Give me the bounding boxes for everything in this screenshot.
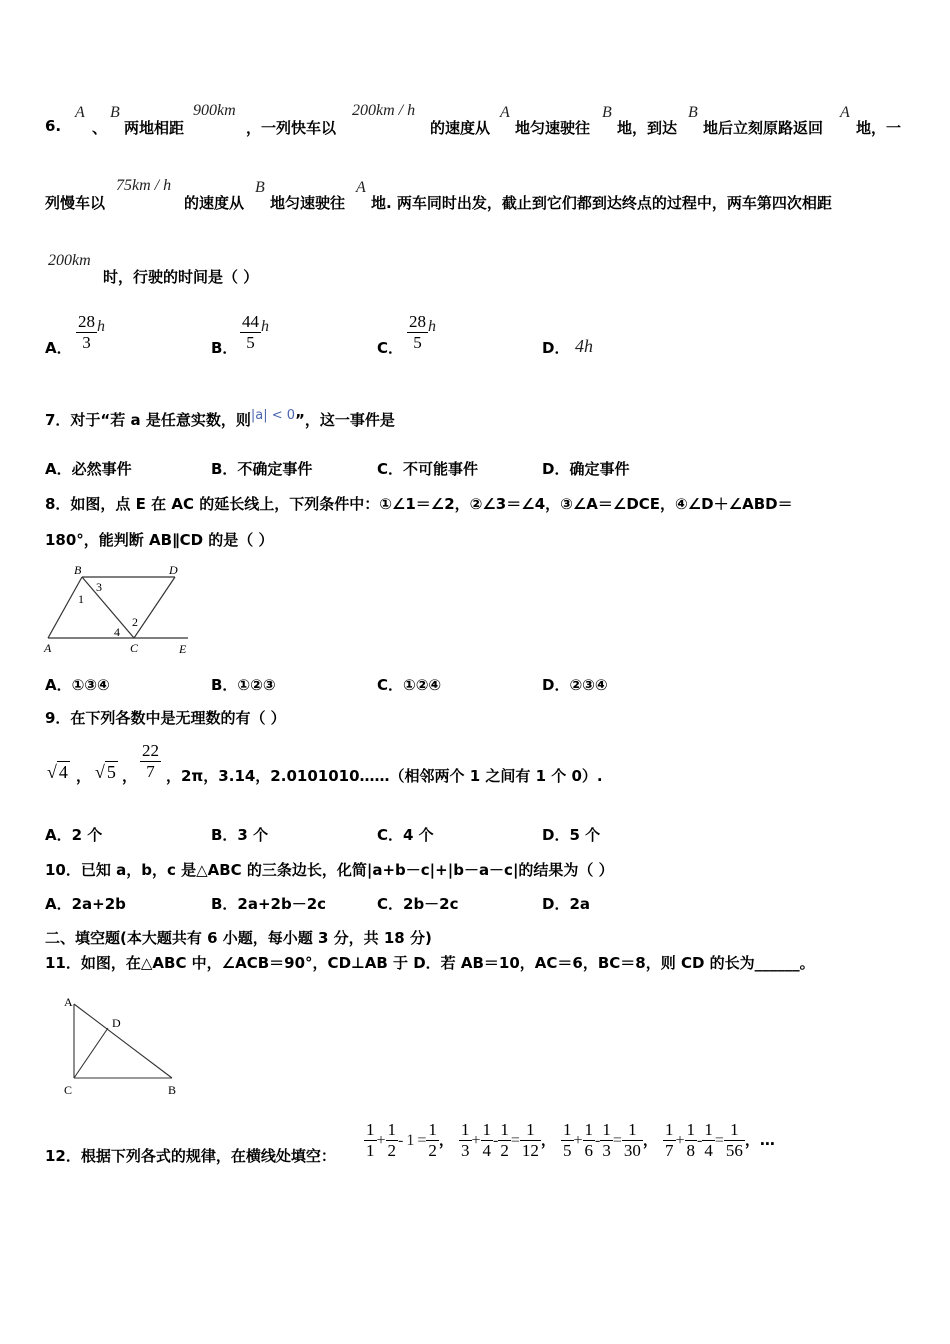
label-c: C bbox=[64, 1083, 73, 1097]
denominator: 2 bbox=[428, 1141, 437, 1160]
unit: h bbox=[97, 318, 105, 335]
q9-option-b: B．3 个 bbox=[211, 826, 269, 844]
label-angle-4: 4 bbox=[114, 625, 120, 639]
q7-text-a: 7．对于“若 a 是任意实数，则 bbox=[45, 411, 251, 429]
q12-t2-result bbox=[520, 1120, 541, 1161]
label-e: E bbox=[179, 642, 187, 656]
integer-one: 1 bbox=[406, 1132, 415, 1149]
plus-sign: + bbox=[675, 1132, 685, 1149]
denominator: 1 bbox=[366, 1141, 375, 1160]
q6-slow-speed: 75km / h bbox=[116, 177, 172, 194]
numerator: 1 bbox=[602, 1120, 611, 1139]
q12-t3-frac-1 bbox=[561, 1120, 574, 1161]
q9-sqrt-4: √ 4 bbox=[47, 762, 68, 782]
q6-text-9: 的速度从 bbox=[184, 194, 245, 212]
q7-option-a: A．必然事件 bbox=[45, 460, 132, 478]
q7-option-c: C．不可能事件 bbox=[377, 460, 479, 478]
numerator: 1 bbox=[665, 1120, 674, 1139]
fraction-numerator: 44 bbox=[242, 312, 259, 331]
q10-stem: 10．已知 a，b，c 是△ABC 的三条边长，化简|a+b－c|+|b－a－c|的结果为（ ） bbox=[45, 861, 614, 879]
q6-point-b: B bbox=[110, 104, 120, 121]
denominator: 2 bbox=[500, 1141, 509, 1160]
denominator: 4 bbox=[704, 1141, 713, 1160]
denominator: 8 bbox=[686, 1141, 696, 1160]
denominator: 5 bbox=[563, 1141, 572, 1160]
q9-option-d: D．5 个 bbox=[542, 826, 601, 844]
q8-line-1: 8．如图，点 E 在 AC 的延长线上，下列条件中：①∠1＝∠2，②∠3＝∠4，③∠A＝∠DCE，④∠D＋∠ABD＝ bbox=[45, 495, 793, 513]
q11-figure bbox=[58, 990, 188, 1100]
label-angle-1: 1 bbox=[78, 592, 84, 606]
q6-text-6: 地后立刻原路返回 bbox=[703, 119, 824, 137]
q6-text-2: ，一列快车以 bbox=[246, 119, 337, 137]
q12-stem: 12．根据下列各式的规律，在横线处填空： bbox=[45, 1147, 336, 1165]
q6-point-a-2: A bbox=[500, 104, 510, 121]
q9-sqrt-5: √ 5 bbox=[95, 762, 116, 782]
q6-option-a-label: A． bbox=[45, 339, 72, 357]
numerator: 1 bbox=[622, 1120, 643, 1141]
q12-t4-frac-2 bbox=[685, 1120, 698, 1161]
q8-option-b: B．①②③ bbox=[211, 676, 276, 694]
q9-rest: ，2π，3.14，2.0101010……（相邻两个 1 之间有 1 个 0）. bbox=[166, 767, 603, 785]
q10-option-c: C．2b－2c bbox=[377, 895, 459, 913]
minus-sign: - bbox=[493, 1132, 499, 1149]
q8-figure bbox=[40, 560, 200, 660]
q6-point-a-4: A bbox=[356, 179, 366, 196]
q6-option-c-label: C． bbox=[377, 339, 404, 357]
denominator: 4 bbox=[482, 1141, 492, 1160]
denominator: 2 bbox=[387, 1141, 397, 1160]
q9-option-c: C．4 个 bbox=[377, 826, 434, 844]
numerator: 1 bbox=[482, 1120, 492, 1139]
fraction-denominator: 5 bbox=[246, 333, 255, 352]
equals-sign: = bbox=[417, 1132, 427, 1149]
equals-sign: = bbox=[510, 1132, 520, 1149]
q7-stem bbox=[45, 408, 395, 430]
numerator: 1 bbox=[428, 1120, 437, 1139]
q9-fraction bbox=[140, 741, 161, 782]
denominator: 6 bbox=[584, 1141, 594, 1160]
separator: ， bbox=[642, 1131, 658, 1149]
q9-option-a: A．2 个 bbox=[45, 826, 103, 844]
q6-gap-distance: 200km bbox=[48, 252, 91, 269]
separator: ， bbox=[438, 1131, 454, 1149]
minus-sign: - bbox=[595, 1132, 601, 1149]
fraction-numerator: 22 bbox=[142, 741, 159, 760]
denominator: 3 bbox=[461, 1141, 470, 1160]
q8-option-c: C．①②④ bbox=[377, 676, 442, 694]
q6-text-4: 地匀速驶往 bbox=[515, 119, 591, 137]
q7-text-b: ”，这一事件是 bbox=[295, 411, 395, 429]
minus-sign: - bbox=[398, 1132, 404, 1149]
q6-point-b-2: B bbox=[602, 104, 612, 121]
equals-sign: = bbox=[714, 1132, 724, 1149]
q6-separator: 、 bbox=[92, 119, 108, 137]
numerator: 1 bbox=[686, 1120, 696, 1139]
plus-sign: + bbox=[376, 1132, 386, 1149]
numerator: 1 bbox=[704, 1120, 713, 1139]
q12-t3-frac-2 bbox=[583, 1120, 596, 1161]
unit: h bbox=[428, 318, 436, 335]
q11-stem: 11．如图，在△ABC 中，∠ACB＝90°，CD⊥AB 于 D．若 AB＝10，AC＝6，BC＝8，则 CD 的长为______。 bbox=[45, 954, 815, 972]
numerator: 1 bbox=[563, 1120, 572, 1139]
fraction-denominator: 7 bbox=[146, 762, 155, 781]
numerator: 1 bbox=[584, 1120, 594, 1139]
q12-t4-frac-1 bbox=[663, 1120, 676, 1161]
q6-text-11: 地. 两车同时出发，截止到它们都到达终点的过程中，两车第四次相距 bbox=[371, 194, 832, 212]
equals-sign: = bbox=[612, 1132, 622, 1149]
radicand: 4 bbox=[58, 762, 68, 782]
q12-t1-frac-2 bbox=[386, 1120, 399, 1161]
label-angle-2: 2 bbox=[132, 615, 138, 629]
plus-sign: + bbox=[471, 1132, 481, 1149]
label-a: A bbox=[64, 995, 73, 1009]
q6-option-d-label: D． bbox=[542, 339, 570, 357]
q12-t3-result bbox=[622, 1120, 643, 1161]
plus-sign: + bbox=[573, 1132, 583, 1149]
q8-option-d: D．②③④ bbox=[542, 676, 608, 694]
line-bc bbox=[82, 577, 134, 638]
q6-option-d-value: 4h bbox=[575, 336, 593, 356]
q6-point-b-3: B bbox=[688, 104, 698, 121]
q12-t2-frac-2 bbox=[481, 1120, 494, 1161]
q8-line-2: 180°，能判断 AB∥CD 的是（ ） bbox=[45, 531, 274, 549]
q6-text-7: 地，一 bbox=[856, 119, 902, 137]
unit: h bbox=[261, 318, 269, 335]
numerator: 1 bbox=[366, 1120, 375, 1139]
numerator: 1 bbox=[387, 1120, 397, 1139]
q12-equations bbox=[364, 1120, 775, 1161]
line-cd bbox=[74, 1028, 108, 1078]
q6-text-3: 的速度从 bbox=[430, 119, 491, 137]
fraction-denominator: 5 bbox=[413, 333, 422, 352]
label-a: A bbox=[44, 641, 52, 655]
numerator: 1 bbox=[461, 1120, 470, 1139]
line-dc bbox=[134, 577, 175, 638]
q10-option-a: A．2a+2b bbox=[45, 895, 126, 913]
q7-option-b: B．不确定事件 bbox=[211, 460, 313, 478]
section-2-title: 二、填空题(本大题共有 6 小题，每小题 3 分，共 18 分) bbox=[45, 929, 432, 947]
numerator: 1 bbox=[724, 1120, 745, 1141]
q6-point-b-4: B bbox=[255, 179, 265, 196]
q6-text-12: 时，行驶的时间是（ ） bbox=[103, 268, 259, 286]
label-d: D bbox=[169, 563, 178, 577]
q6-point-a-3: A bbox=[840, 104, 850, 121]
denominator: 56 bbox=[725, 1141, 743, 1160]
q12-t4-result bbox=[724, 1120, 745, 1161]
q9-comma-2: ， bbox=[122, 767, 138, 785]
q6-text-5: 地，到达 bbox=[617, 119, 678, 137]
line-ab bbox=[48, 577, 82, 638]
label-c: C bbox=[130, 641, 139, 655]
minus-sign: - bbox=[697, 1132, 703, 1149]
q10-option-d: D．2a bbox=[542, 895, 591, 913]
q6-option-a-value bbox=[76, 312, 105, 353]
label-angle-3: 3 bbox=[96, 580, 102, 594]
denominator: 30 bbox=[623, 1141, 641, 1160]
numerator: 1 bbox=[520, 1120, 541, 1141]
denominator: 7 bbox=[665, 1141, 674, 1160]
denominator: 12 bbox=[521, 1141, 539, 1160]
q6-text-10: 地匀速驶往 bbox=[270, 194, 346, 212]
label-b: B bbox=[74, 563, 82, 577]
q6-distance: 900km bbox=[193, 102, 236, 119]
q6-fast-speed: 200km / h bbox=[352, 102, 416, 119]
q6-option-b-label: B． bbox=[211, 339, 238, 357]
line-ab bbox=[74, 1004, 172, 1078]
q10-option-b: B．2a+2b－2c bbox=[211, 895, 327, 913]
ellipsis: ，… bbox=[744, 1131, 775, 1149]
numerator: 1 bbox=[500, 1120, 509, 1139]
q12-t2-frac-3 bbox=[498, 1120, 511, 1161]
q12-t2-frac-1 bbox=[459, 1120, 472, 1161]
q9-comma-1: ， bbox=[76, 767, 92, 785]
q6-option-b-value bbox=[240, 312, 269, 353]
q12-t4-frac-3 bbox=[702, 1120, 715, 1161]
q12-t1-frac-1 bbox=[364, 1120, 377, 1161]
q9-stem: 9．在下列各数中是无理数的有（ ） bbox=[45, 709, 286, 727]
fraction-denominator: 3 bbox=[82, 333, 91, 352]
label-d: D bbox=[112, 1016, 121, 1030]
q12-t1-result bbox=[426, 1120, 439, 1161]
fraction-numerator: 28 bbox=[78, 312, 95, 331]
q7-formula: |a| < 0 bbox=[250, 408, 296, 423]
label-b: B bbox=[168, 1083, 177, 1097]
radicand: 5 bbox=[106, 762, 116, 782]
q6-option-c-value bbox=[407, 312, 436, 353]
q12-t3-frac-3 bbox=[600, 1120, 613, 1161]
q6-text-1: 两地相距 bbox=[124, 119, 185, 137]
q6-point-a: A bbox=[75, 104, 85, 121]
q6-text-8: 列慢车以 bbox=[45, 194, 106, 212]
q7-option-d: D．确定事件 bbox=[542, 460, 630, 478]
q6-number: 6. bbox=[45, 117, 62, 135]
denominator: 3 bbox=[602, 1141, 611, 1160]
separator: ， bbox=[540, 1131, 556, 1149]
q8-option-a: A．①③④ bbox=[45, 676, 110, 694]
fraction-numerator: 28 bbox=[409, 312, 426, 331]
